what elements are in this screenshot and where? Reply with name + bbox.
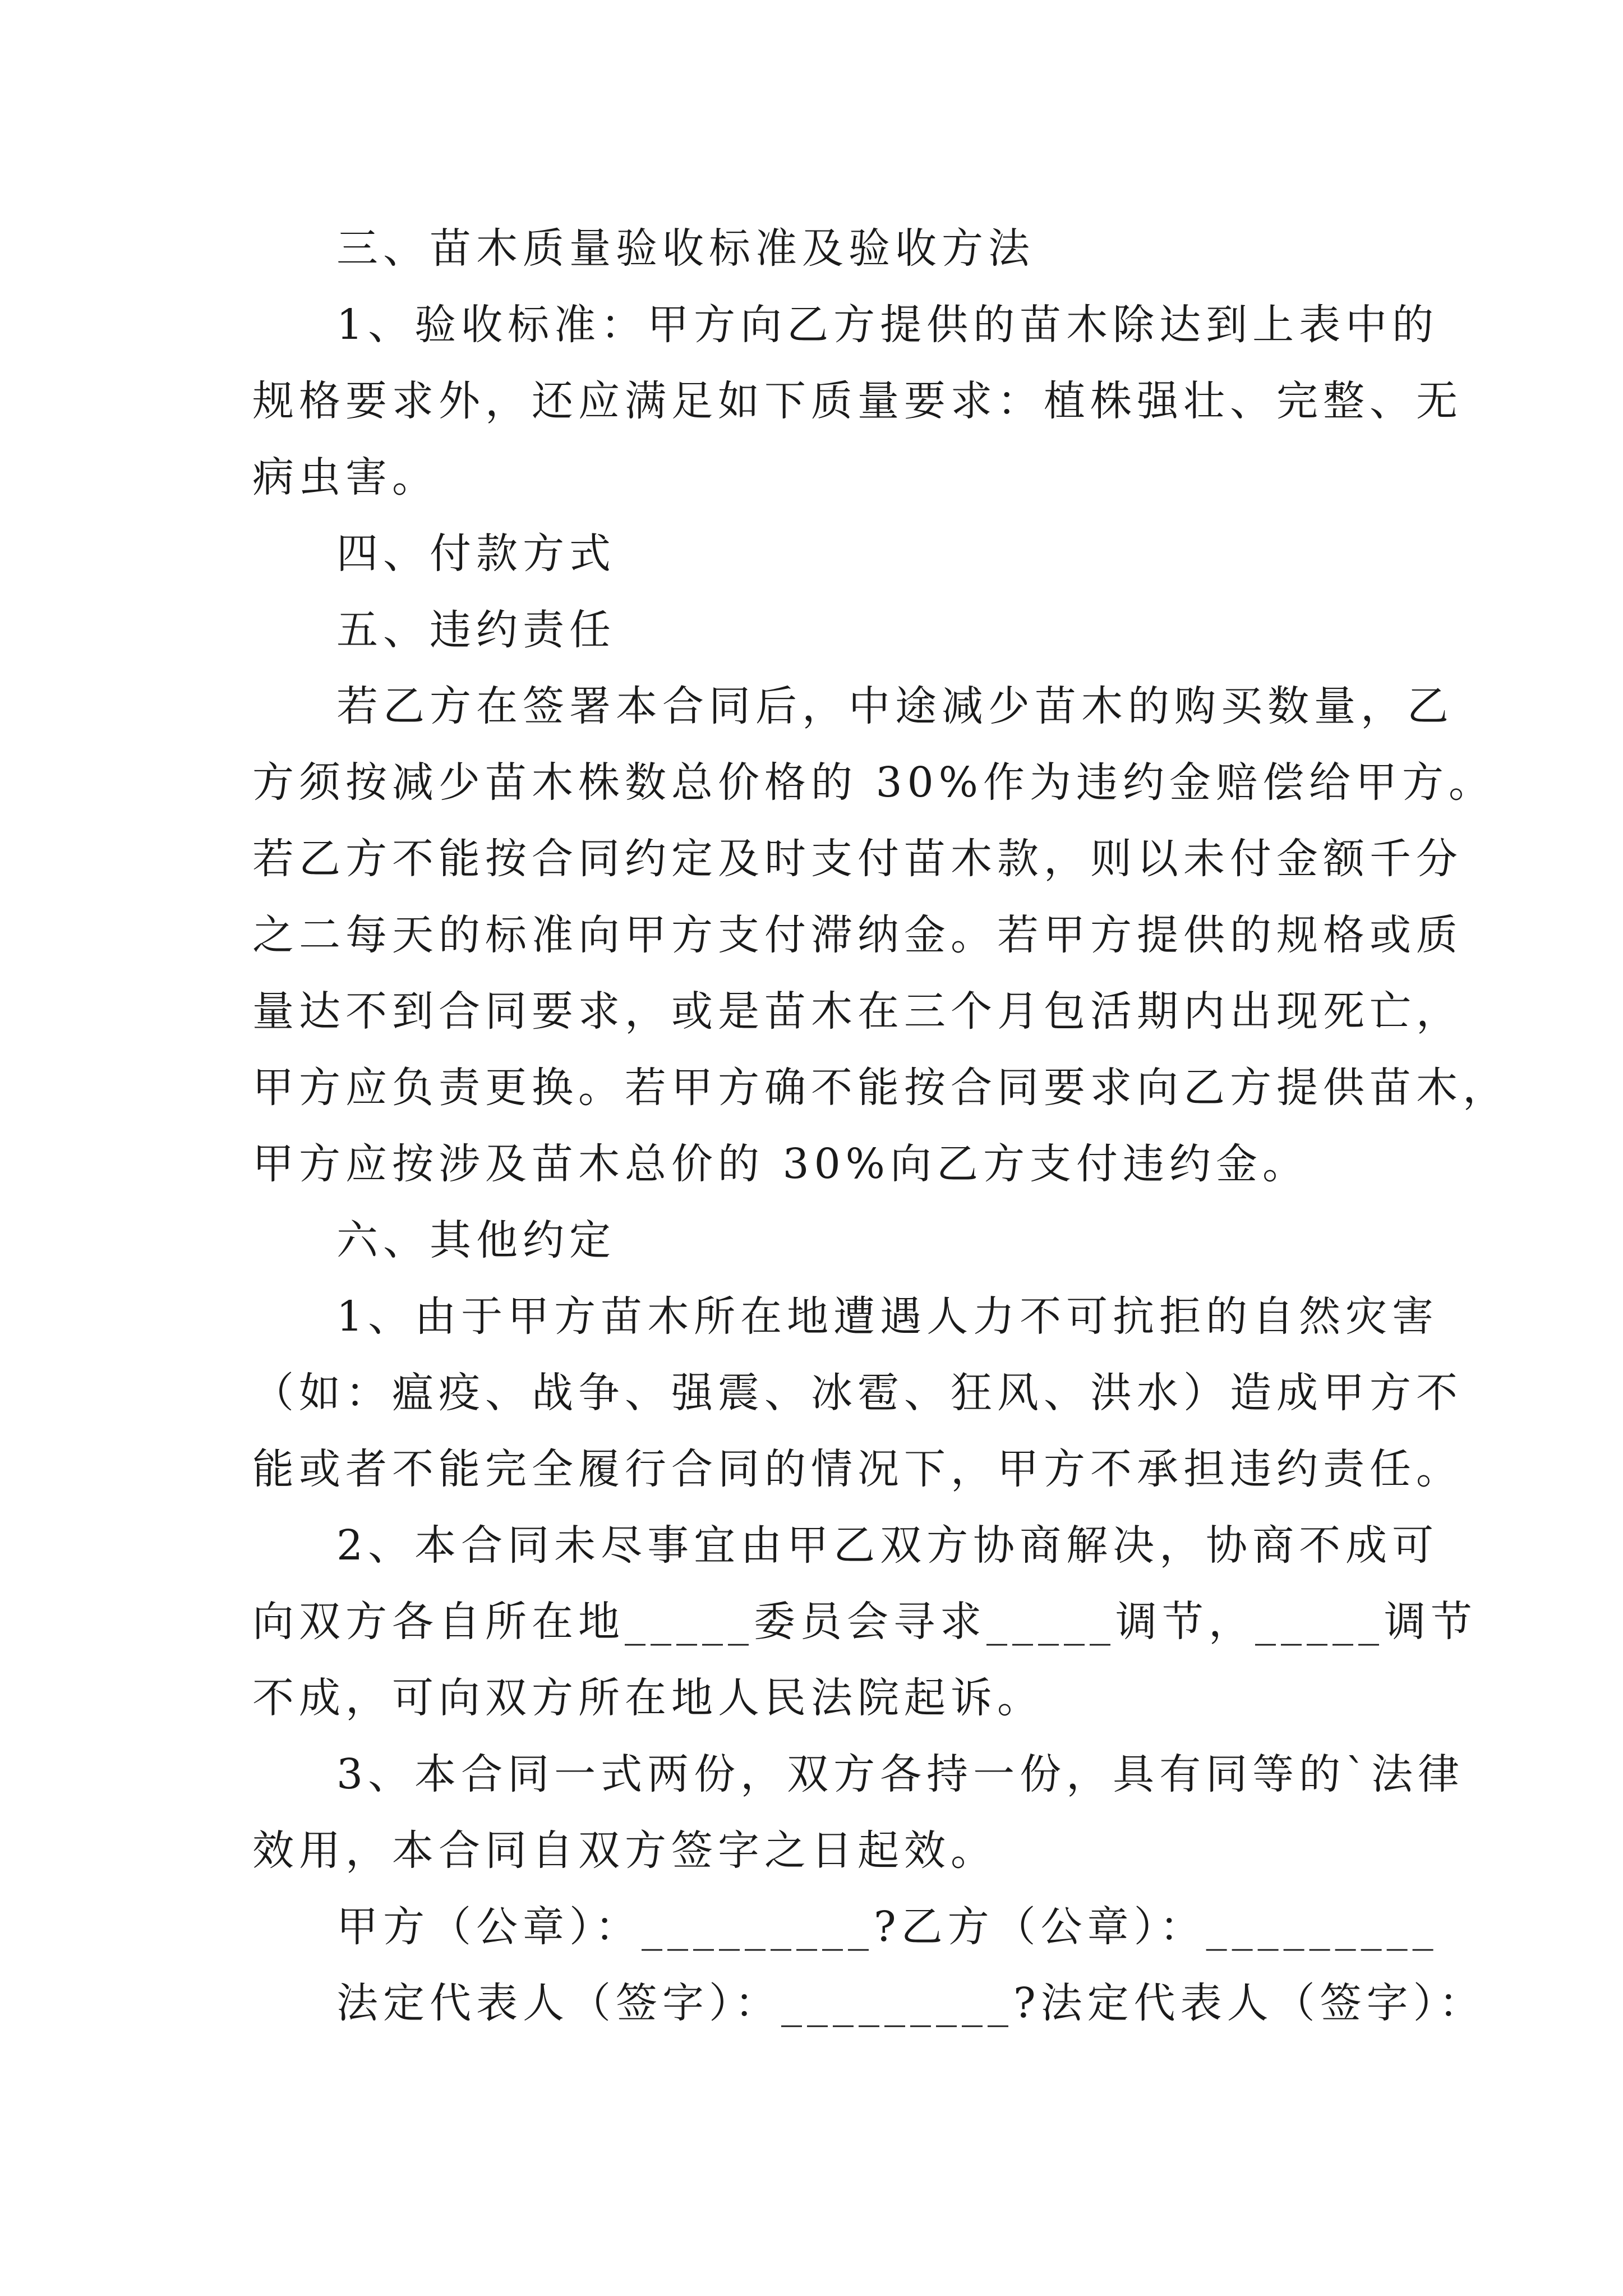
text-line: 六、其他约定 (336, 1216, 616, 1264)
text-line: 不成，可向双方所在地人民法院起诉。 (252, 1674, 1044, 1722)
text-line: 病虫害。 (252, 453, 439, 501)
text-line: 五、违约责任 (336, 606, 616, 654)
text-line: 若乙方在签署本合同后，中途减少苗木的购买数量，乙 (336, 682, 1454, 730)
text-line: 若乙方不能按合同约定及时支付苗木款，则以未付金额千分 (252, 835, 1463, 883)
text-line: 四、付款方式 (336, 530, 616, 578)
text-line: 甲方（公章）：_________?乙方（公章）：_________ (336, 1903, 1438, 1951)
text-line: 甲方应负责更换。若甲方确不能按合同要求向乙方提供苗木， (252, 1064, 1509, 1112)
text-line: 效用，本合同自双方签字之日起效。 (252, 1826, 997, 1875)
text-line: （如：瘟疫、战争、强震、冰雹、狂风、洪水）造成甲方不 (252, 1369, 1463, 1417)
text-line: 法定代表人（签字）：_________?法定代表人（签字）： (336, 1979, 1486, 2027)
text-line: 3、本合同一式两份，双方各持一份，具有同等的`法律 (336, 1750, 1465, 1798)
text-line: 1、由于甲方苗木所在地遭遇人力不可抗拒的自然灾害 (336, 1292, 1439, 1341)
text-line: 量达不到合同要求，或是苗木在三个月包活期内出现死亡， (252, 987, 1463, 1036)
text-line: 2、本合同未尽事宜由甲乙双方协商解决，协商不成可 (336, 1521, 1439, 1570)
text-line: 向双方各自所在地_____委员会寻求_____调节，_____调节 (252, 1598, 1477, 1646)
text-line: 三、苗木质量验收标准及验收方法 (336, 224, 1035, 273)
text-line: 方须按减少苗木株数总价格的 30%作为违约金赔偿给甲方。 (252, 758, 1495, 807)
text-line: 1、验收标准：甲方向乙方提供的苗木除达到上表中的 (336, 301, 1439, 349)
text-line: 规格要求外，还应满足如下质量要求：植株强壮、完整、无 (252, 377, 1463, 425)
text-line: 之二每天的标准向甲方支付滞纳金。若甲方提供的规格或质 (252, 911, 1463, 959)
text-line: 甲方应按涉及苗木总价的 30%向乙方支付违约金。 (252, 1140, 1309, 1188)
text-line: 能或者不能完全履行合同的情况下，甲方不承担违约责任。 (252, 1445, 1463, 1493)
contract-body (252, 210, 1509, 2041)
